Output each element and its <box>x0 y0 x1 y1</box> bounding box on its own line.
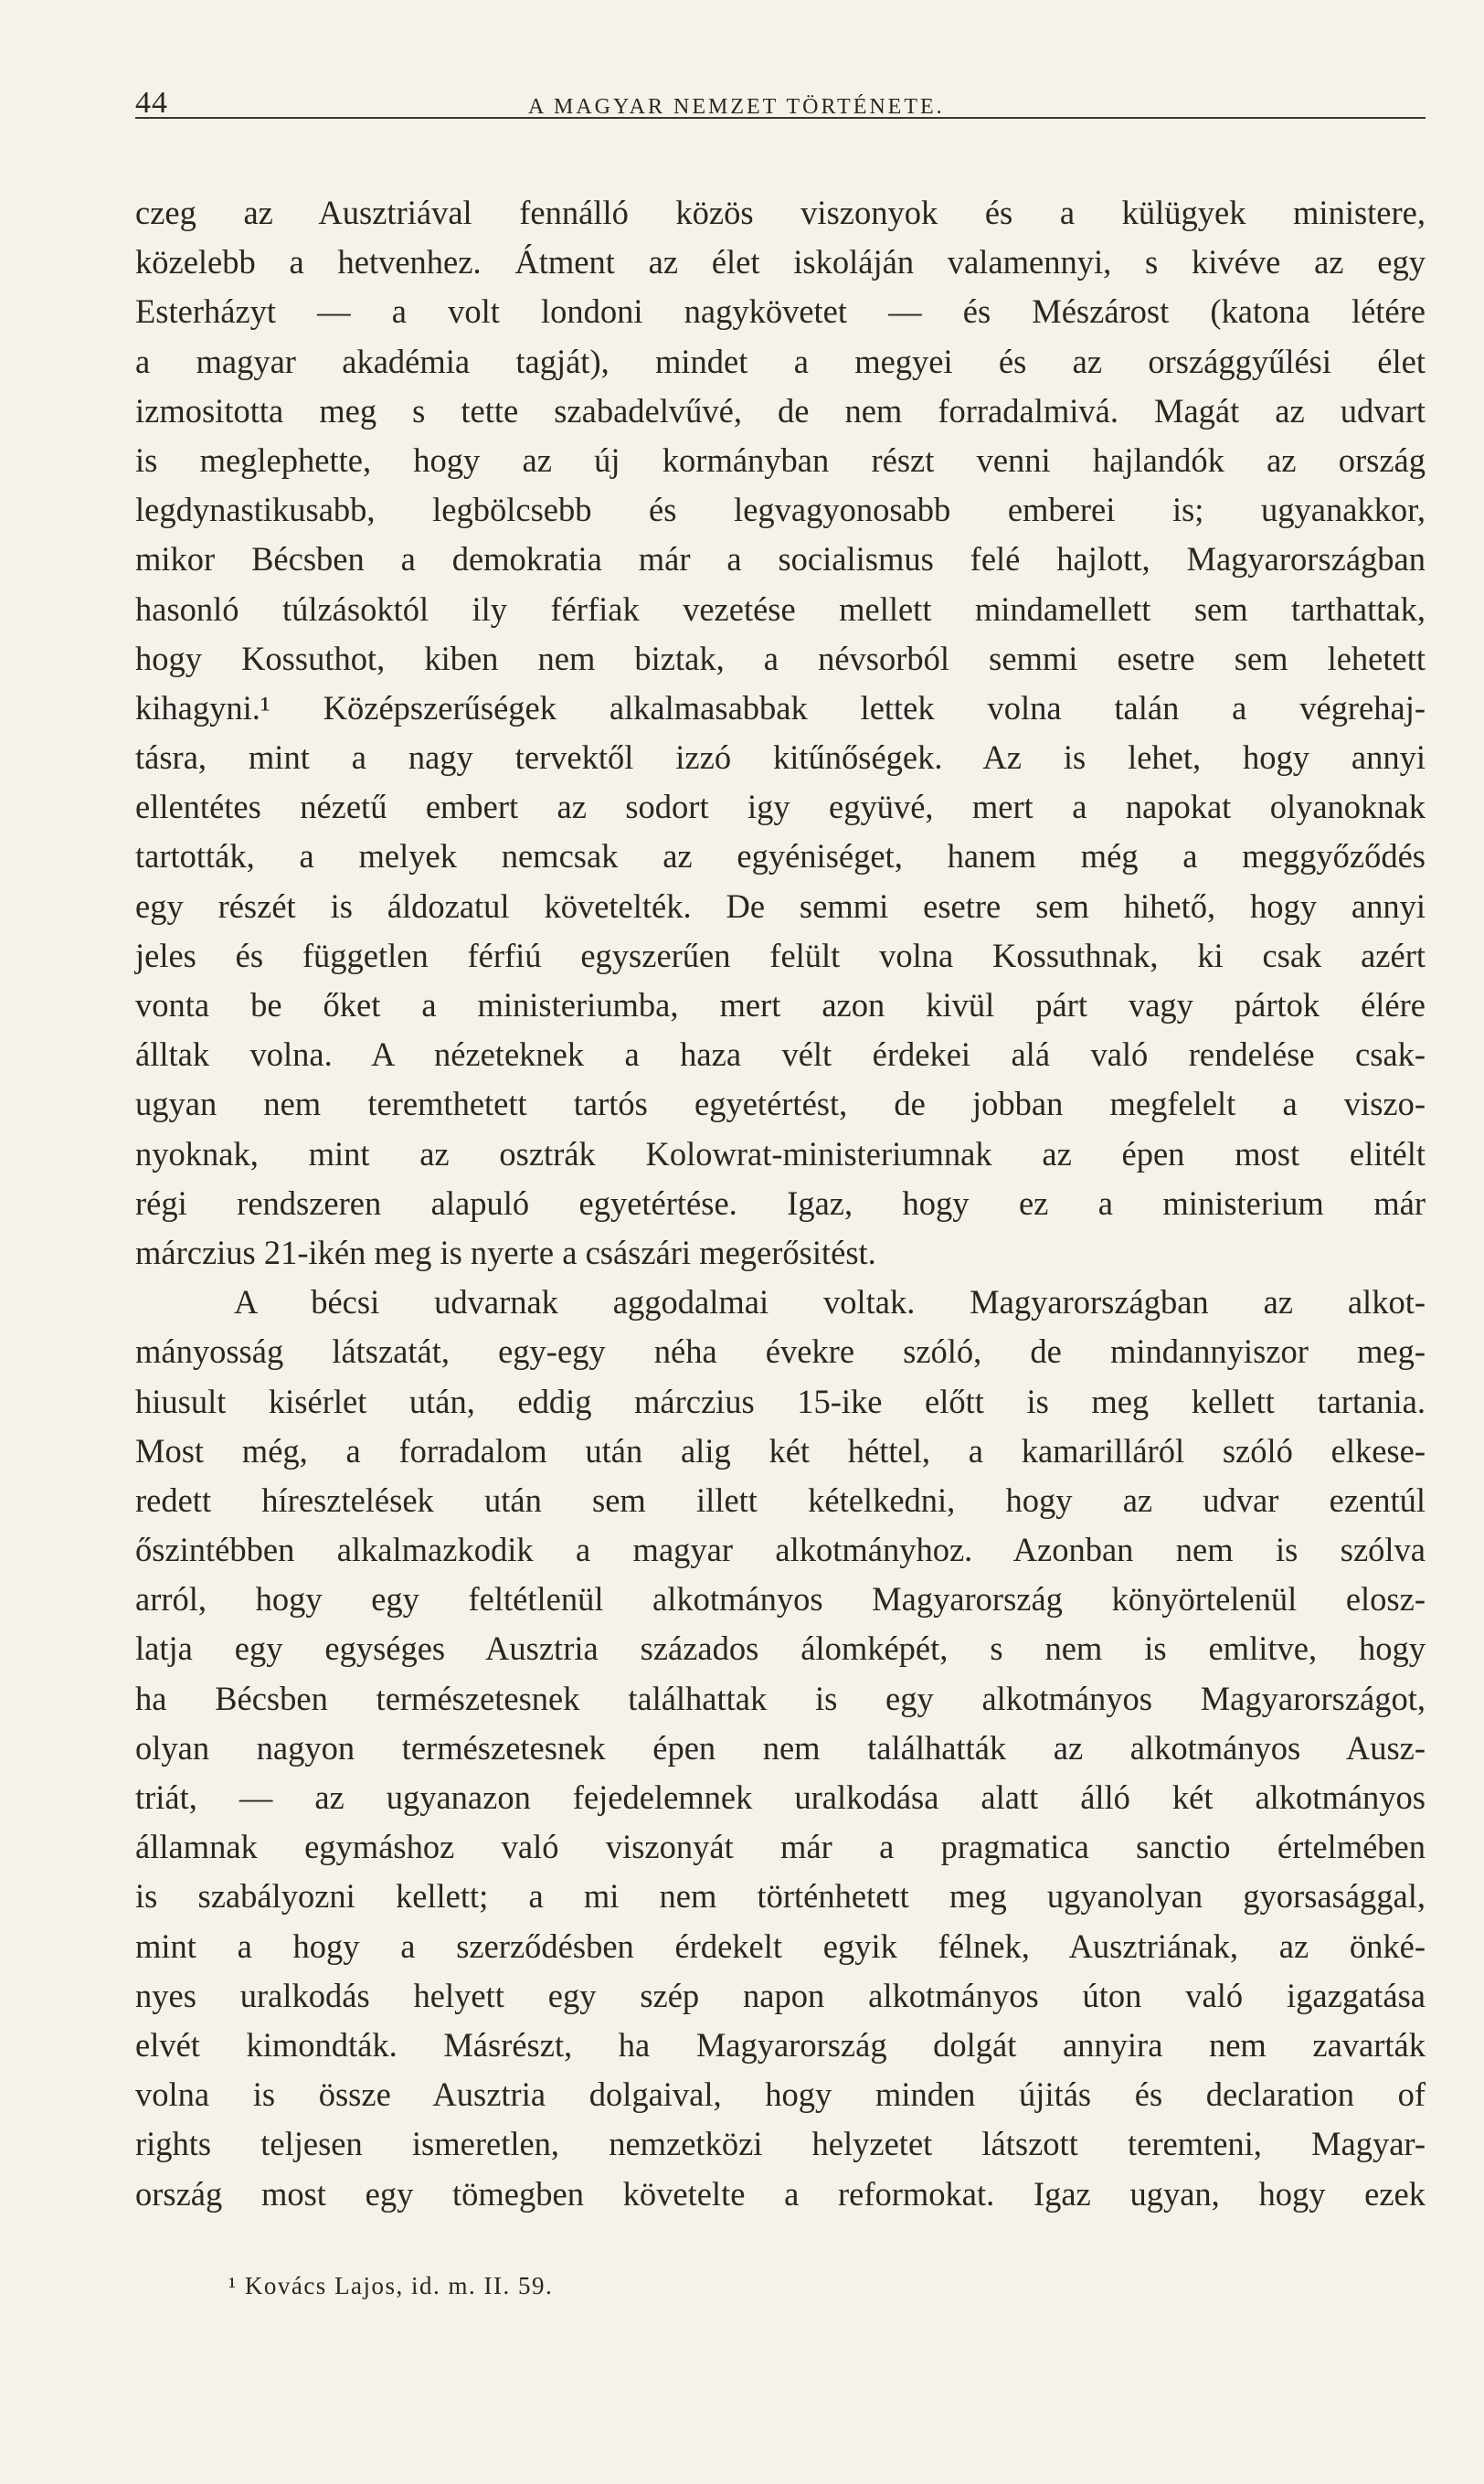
text-line: arról, hogy egy feltétlenül alkotmányos Magyarország könyörtelenül elosz- <box>135 1580 1426 1619</box>
text-line: ország most egy tömegben követelte a reformokat. Igaz ugyan, hogy ezek <box>135 2174 1426 2213</box>
header-rule <box>135 117 1426 119</box>
text-line: államnak egymáshoz való viszonyát már a pragmatica sanctio értelmében <box>135 1828 1426 1866</box>
text-line: a magyar akadémia tagját), mindet a megyei és az országgyűlési élet <box>135 342 1426 380</box>
text-line: mányosság látszatát, egy-egy néha évekre szóló, de mindannyiszor meg- <box>135 1332 1426 1371</box>
text-line: legdynastikusabb, legbölcsebb és legvagyonosabb emberei is; ugyanakkor, <box>135 491 1426 529</box>
text-line: czeg az Ausztriával fennálló közös viszonyok és a külügyek ministere, <box>135 194 1426 231</box>
text-line: hiusult kisérlet után, eddig márczius 15-ike előtt is meg kellett tartania. <box>135 1382 1426 1420</box>
text-line: Esterházyt — a volt londoni nagykövetet — és Mészárost (katona létére <box>135 292 1426 331</box>
text-line: jeles és független férfiú egyszerűen felült volna Kossuthnak, ki csak azért <box>135 936 1426 974</box>
text-line: Most még, a forradalom után alig két héttel, a kamarilláról szóló elkese- <box>135 1431 1426 1470</box>
text-line: vonta be őket a ministeriumba, mert azon kivül párt vagy pártok élére <box>135 986 1426 1024</box>
text-line-paragraph-start: A bécsi udvarnak aggodalmai voltak. Magyarországban az alkot- <box>234 1283 1426 1322</box>
text-line: közelebb a hetvenhez. Átment az élet iskoláján valamennyi, s kivéve az egy <box>135 243 1426 281</box>
footnote: ¹ Kovács Lajos, id. m. II. 59. <box>228 2272 554 2299</box>
text-line: volna is össze Ausztria dolgaival, hogy minden újitás és declaration of <box>135 2075 1426 2114</box>
text-line: nyoknak, mint az osztrák Kolowrat-ministeriumnak az épen most elitélt <box>135 1134 1426 1173</box>
text-line: is meglephette, hogy az új kormányban részt venni hajlandók az ország <box>135 441 1426 479</box>
text-line: hogy Kossuthot, kiben nem biztak, a névsorból semmi esetre sem lehetett <box>135 639 1426 677</box>
running-title: A MAGYAR NEMZET TÖRTÉNETE. <box>528 95 945 119</box>
text-line: redett híresztelések után sem illett kételkedni, hogy az udvar ezentúl <box>135 1481 1426 1519</box>
text-line: olyan nagyon természetesnek épen nem találhatták az alkotmányos Ausz- <box>135 1728 1426 1767</box>
text-line: triát, — az ugyanazon fejedelemnek uralkodása alatt álló két alkotmányos <box>135 1778 1426 1816</box>
text-line: ellentétes nézetű embert az sodort igy együvé, mert a napokat olyanoknak <box>135 788 1426 826</box>
text-line: tartották, a melyek nemcsak az egyéniséget, hanem még a meggyőződés <box>135 837 1426 876</box>
text-line: nyes uralkodás helyett egy szép napon alkotmányos úton való igazgatása <box>135 1976 1426 2014</box>
text-line: mint a hogy a szerződésben érdekelt egyik félnek, Ausztriának, az önké- <box>135 1927 1426 1965</box>
text-line: tásra, mint a nagy tervektől izzó kitűnőségek. Az is lehet, hogy annyi <box>135 738 1426 777</box>
text-line: márczius 21-ikén meg is nyerte a császári megerősitést. <box>135 1233 876 1271</box>
text-line: elvét kimondták. Másrészt, ha Magyarország dolgát annyira nem zavarták <box>135 2025 1426 2064</box>
text-line: hasonló túlzásoktól ily férfiak vezetése mellett mindamellett sem tarthattak, <box>135 589 1426 628</box>
text-line: egy részét is áldozatul követelték. De semmi esetre sem hihető, hogy annyi <box>135 886 1426 925</box>
body-text <box>135 188 1426 2219</box>
text-line: latja egy egységes Ausztria százados álomképét, s nem is emlitve, hogy <box>135 1629 1426 1668</box>
text-line: álltak volna. A nézeteknek a haza vélt érdekei alá való rendelése csak- <box>135 1035 1426 1074</box>
text-line: régi rendszeren alapuló egyetértése. Igaz, hogy ez a ministerium már <box>135 1184 1426 1222</box>
page-header <box>135 77 1426 132</box>
text-line: rights teljesen ismeretlen, nemzetközi helyzetet látszott teremteni, Magyar- <box>135 2125 1426 2163</box>
text-line: ha Bécsben természetesnek találhattak is egy alkotmányos Magyarországot, <box>135 1679 1426 1717</box>
page-number: 44 <box>135 86 168 120</box>
text-line: mikor Bécsben a demokratia már a socialismus felé hajlott, Magyarországban <box>135 540 1426 579</box>
text-line: ugyan nem teremthetett tartós egyetértést, de jobban megfelelt a viszo- <box>135 1085 1426 1123</box>
text-line: őszintébben alkalmazkodik a magyar alkotmányhoz. Azonban nem is szólva <box>135 1531 1426 1569</box>
text-line: is szabályozni kellett; a mi nem történhetett meg ugyanolyan gyorsasággal, <box>135 1877 1426 1916</box>
text-line: izmositotta meg s tette szabadelvűvé, de nem forradalmivá. Magát az udvart <box>135 391 1426 430</box>
text-line: kihagyni.¹ Középszerűségek alkalmasabbak lettek volna talán a végrehaj- <box>135 688 1426 727</box>
